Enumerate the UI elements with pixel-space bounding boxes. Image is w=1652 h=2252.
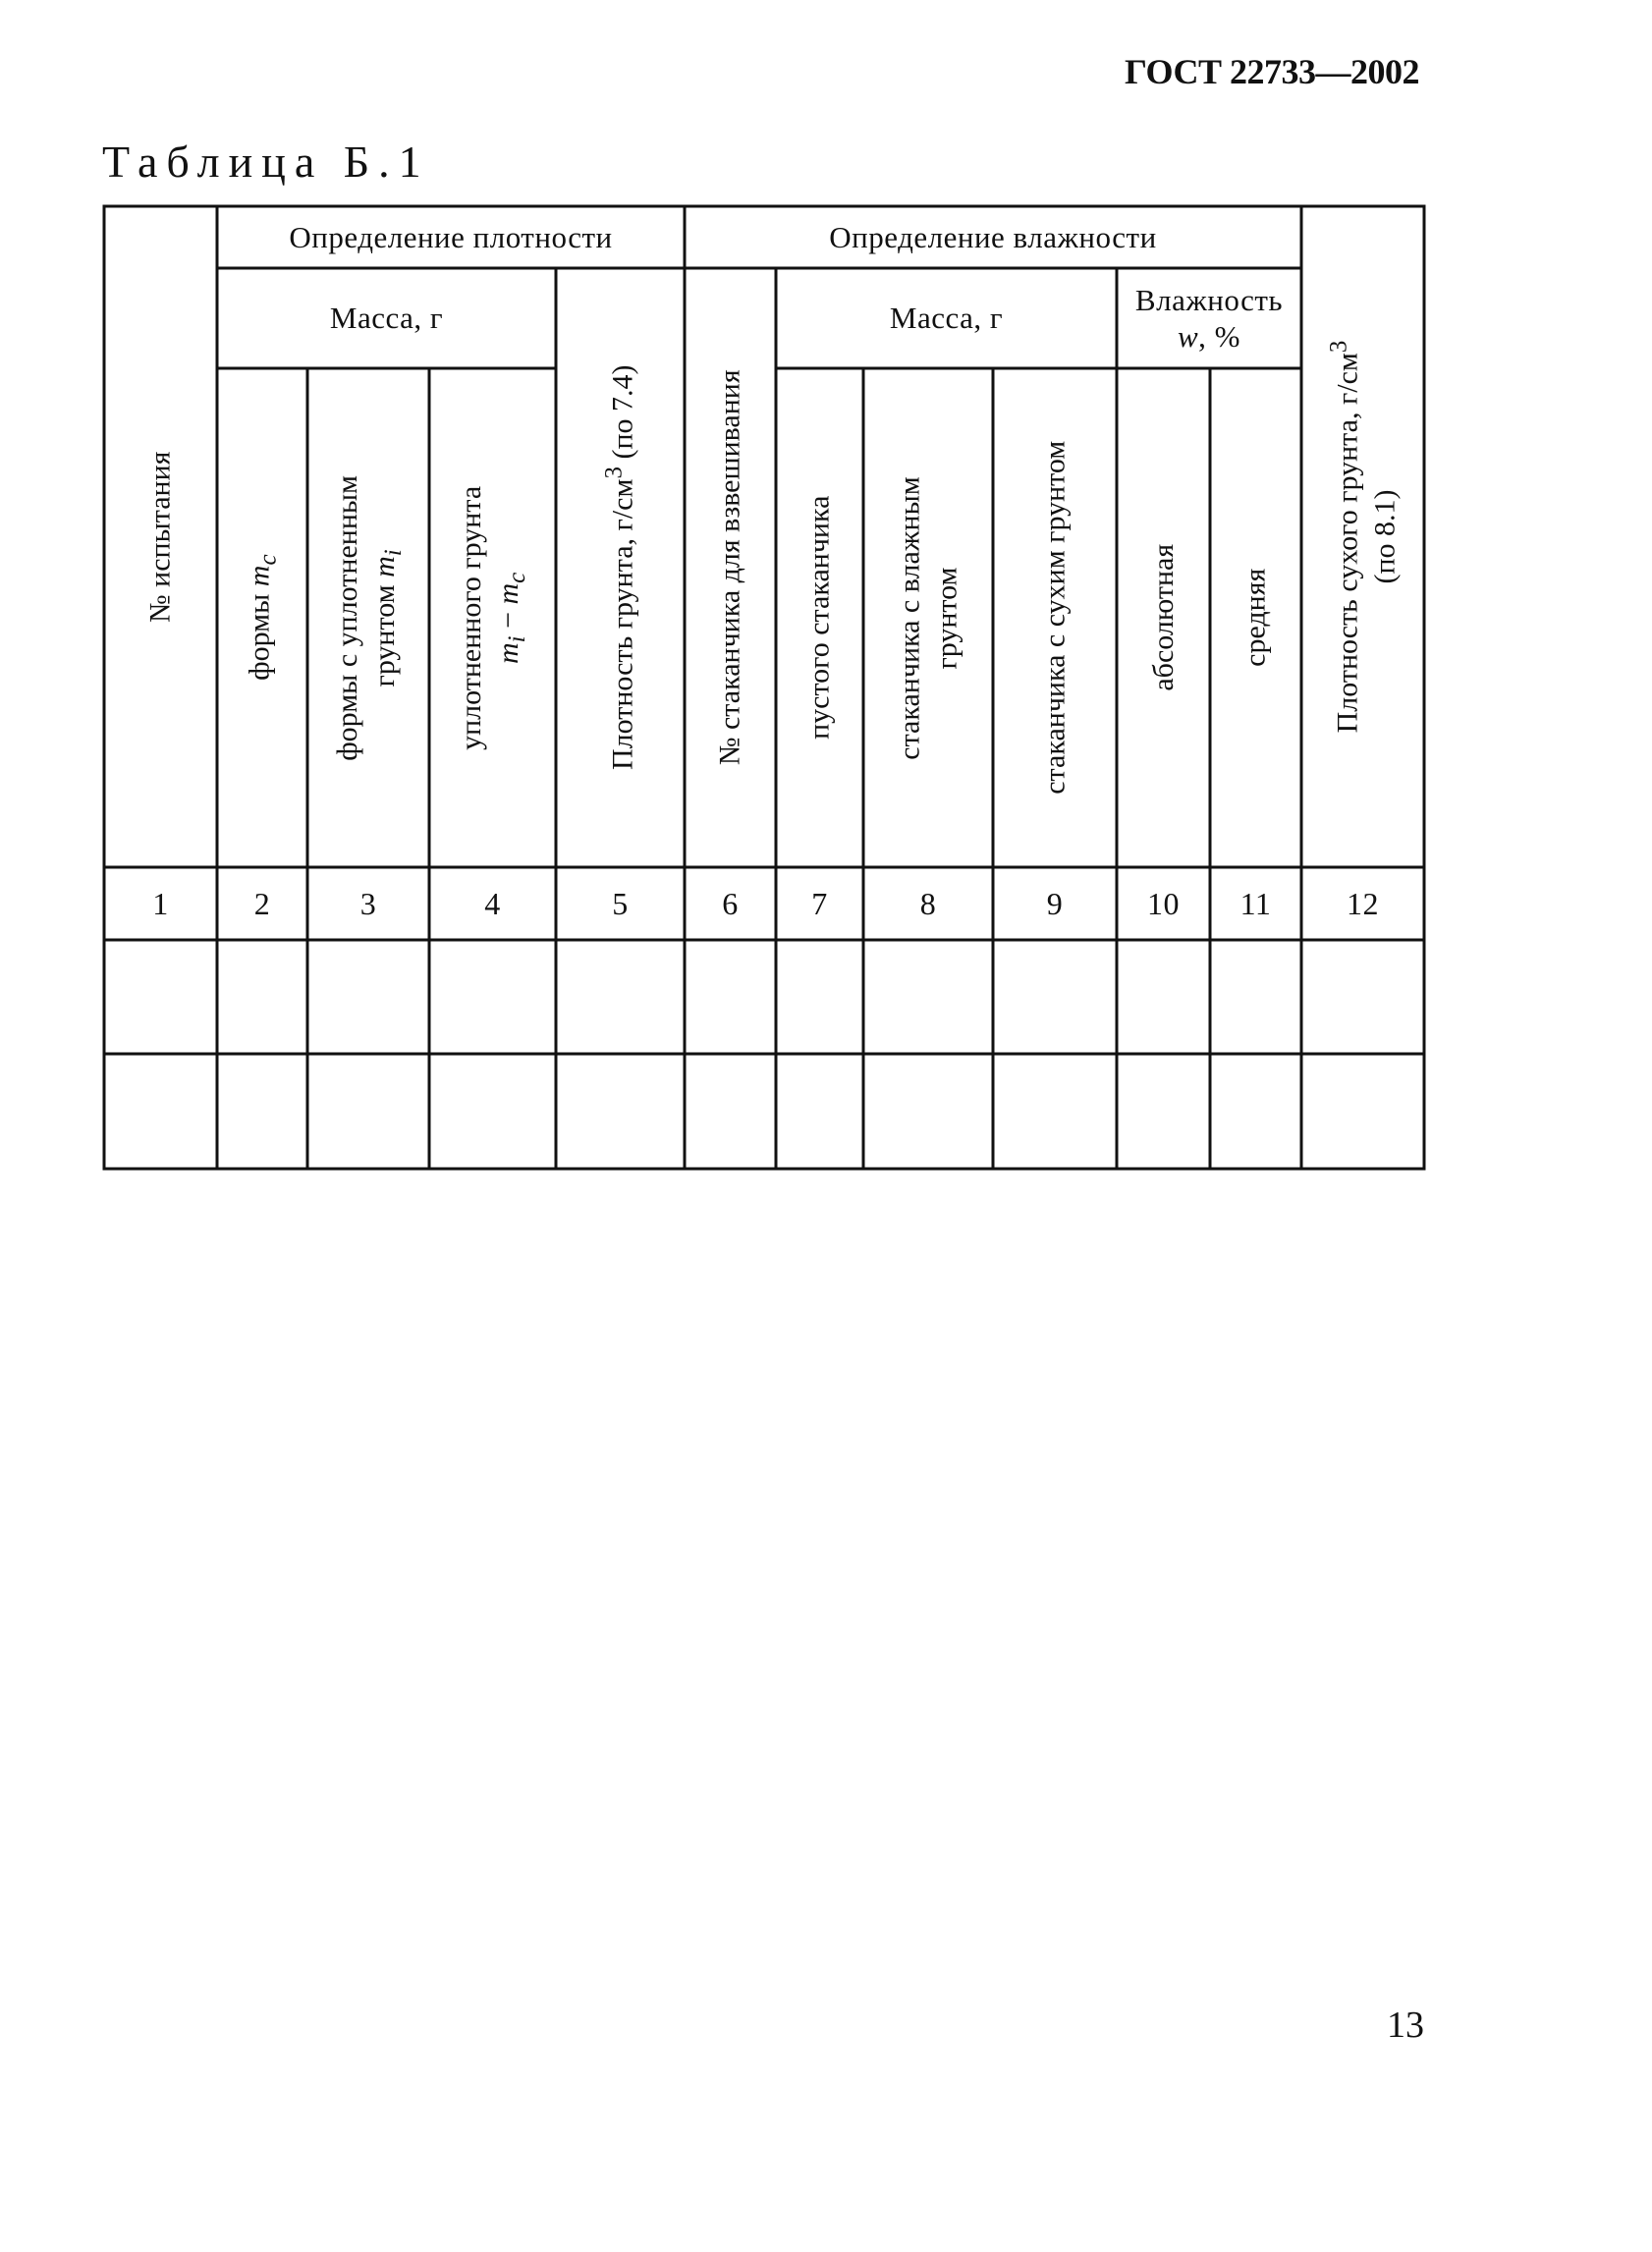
table-row <box>104 940 1424 1054</box>
col-number-6: 6 <box>722 885 739 921</box>
col-number-7: 7 <box>811 885 828 921</box>
document-code: ГОСТ 22733—2002 <box>1125 52 1419 91</box>
col-number-2: 2 <box>253 885 271 921</box>
col-header-10: абсолютная <box>1146 544 1180 691</box>
col-header-6: № стаканчика для взвешивания <box>713 369 746 766</box>
col-number-9: 9 <box>1046 885 1064 921</box>
col-number-1: 1 <box>152 885 169 921</box>
humidity-unit: w, % <box>1177 319 1240 354</box>
humidity-label: Влажность <box>1134 282 1284 317</box>
col-header-9: стаканчика с сухим грунтом <box>1038 440 1072 796</box>
col-header-2: формы $m_c$ <box>243 554 282 682</box>
col-number-10: 10 <box>1147 885 1180 921</box>
col-header-5: Плотность грунта, $г/см^3$ (по 7.4) <box>600 364 639 771</box>
col-number-11: 11 <box>1239 885 1272 921</box>
col-header-3: формы с уплотненным грунтом $m_i$ <box>330 474 407 761</box>
table-caption: Таблица Б.1 <box>102 137 430 187</box>
subheader-mass-moisture: Масса, г <box>889 301 1004 336</box>
group-header-density: Определение плотности <box>289 219 613 254</box>
group-header-moisture: Определение влажности <box>829 219 1157 254</box>
col-header-12: Плотность сухого грунта, $г/см^3$ (по 8.1) <box>1325 340 1401 734</box>
subheader-mass-density: Масса, г <box>329 301 444 336</box>
col-number-3: 3 <box>359 885 377 921</box>
col-header-4: уплотненного грунта $m_i - m_c$ <box>455 485 530 750</box>
table-row <box>104 1054 1424 1169</box>
col-number-8: 8 <box>919 885 937 921</box>
subheader-humidity <box>1117 268 1301 368</box>
page-number: 13 <box>1387 2005 1424 2046</box>
col-header-11: средняя <box>1239 568 1272 668</box>
col-number-5: 5 <box>612 885 629 921</box>
col-header-1: № испытания <box>143 451 177 623</box>
col-number-4: 4 <box>484 885 501 921</box>
col-number-12: 12 <box>1347 885 1379 921</box>
col-header-8: стаканчика с влажным грунтом <box>893 475 964 760</box>
col-header-7: пустого стаканчика <box>802 495 836 741</box>
